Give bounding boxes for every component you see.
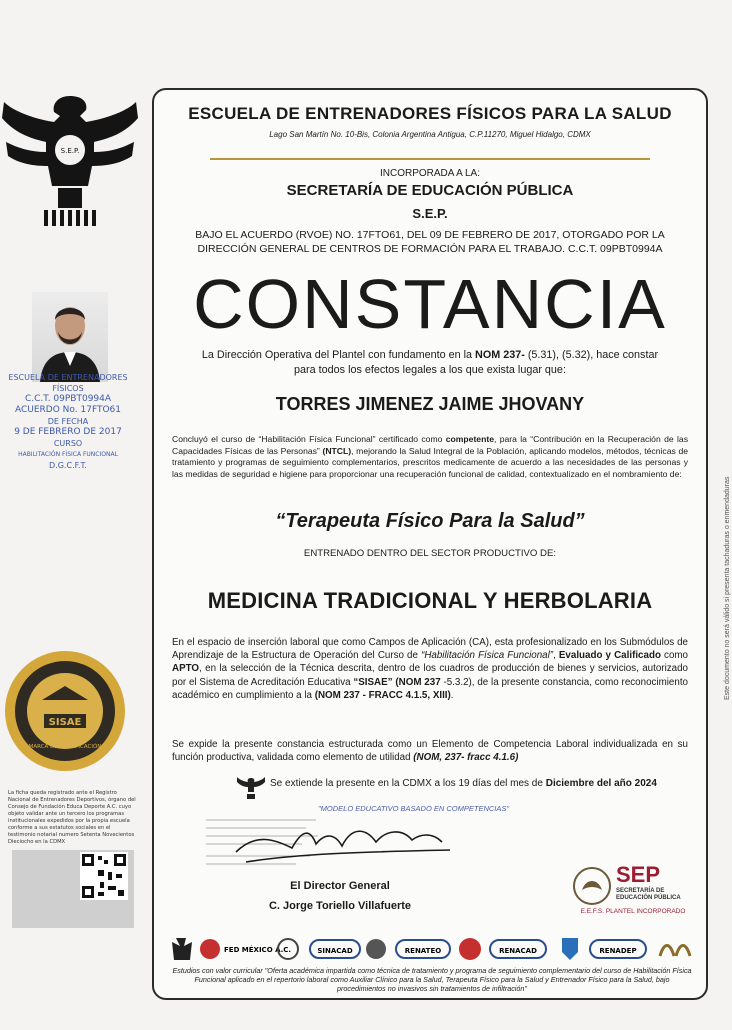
circle-logo-icon [366, 939, 386, 959]
stamp-line: D.G.C.F.T. [49, 461, 87, 470]
sep-caption: E.E.F.S. PLANTEL INCORPORADO [580, 908, 686, 915]
issuance-paragraph: Se expide la presente constancia estructurada como un Elemento de Competencia Laboral individualizada en su función productiva, validada como elemento de utilidad (NOM, 237- fracc 4.1.6) [172, 739, 688, 764]
agreement-text [152, 228, 708, 256]
sector-title: MEDICINA TRADICIONAL Y HERBOLARIA [207, 588, 653, 613]
school-address: Lago San Martín No. 10-Bis, Colonia Argentina Antigua, C.P.11270, Miguel Hidalgo, CDMX [269, 130, 591, 139]
role-title: “Terapeuta Físico Para la Salud” [275, 510, 585, 532]
seal-ring-text: MARCA DE CERTIFICACIÓN [28, 744, 102, 750]
sisae-seal-icon [2, 648, 128, 774]
qr-code-icon[interactable] [80, 852, 128, 900]
sep-subtitle: SECRETARÍA DE EDUCACIÓN PÚBLICA [616, 888, 681, 901]
issue-date: Se extiende la presente en la CDMX a los 19 días del mes de Diciembre del año 2024 [270, 778, 657, 789]
sep-abbreviation: S.E.P. [412, 206, 448, 221]
side-note [712, 380, 731, 700]
incorporation-label: INCORPORADA A LA: [379, 168, 481, 179]
eagle-label: S.E.P. [60, 147, 80, 155]
footer-text: Estudios con valor curricular "Oferta académica impartida como técnica de tratamiento y programa de seguimiento complementario del curso de Habilitación Física Funcional aplicado en el repertorio laboral como Auxiliar Clínico para la Salud, Terapeuta Físico para la Salud y Entrenador Físico para la Salud, bajo procedimientos no invasivos sin tratamientos de infiltración" [172, 966, 692, 993]
sep-logo [572, 862, 694, 918]
side-note-text: Este documento no será válido si presenta tachaduras o enmendaduras [724, 476, 731, 700]
partner-label: RENACAD [499, 947, 537, 955]
application-paragraph: En el espacio de inserción laboral que como Campos de Aplicación (CA), esta profesionalizado en los Submódulos de Aprendizaje de la Estructura de Operación del Curso de “Habilitación Física Funcional”, Evaluado y Calificado como APTO, en la selección de la Técnica descrita, dentro de los cuadros de producción de bienes y servicios, autorizado por el Sistema de Acreditación Educativa “SISAE” (NOM 237 -5.3.2), de la presente constancia, como reconocimiento académico en cumplimiento a la (NOM 237 - FRACC 4.1.5, XIII). [172, 637, 688, 701]
eagle-emblem-icon [0, 88, 140, 228]
signature-role: El Director General [290, 880, 390, 892]
school-name: ESCUELA DE ENTRENADORES FÍSICOS PARA LA SALUD [188, 104, 672, 123]
stamp-line: 9 DE FEBRERO DE 2017 [14, 427, 122, 437]
recipient-name: TORRES JIMENEZ JAIME JHOVANY [275, 394, 585, 414]
official-stamp [8, 372, 128, 492]
course-paragraph: Concluyó el curso de “Habilitación Física Funcional” certificado como competente, para la “Contribución en la Recuperación de las Capacidades Físicas de las Personas” (NTCL), mejorando la Salud Integral de la Población, aplicando modelos, métodos, técnicas de tratamiento y programas de seguimiento complementarios, prescritos medicamente de acuerdo a las necesidades de las personas y las medidas de seguridad e higiene para proporcionar una recuperación funcional de calidad, contextualizado en el nombramiento de: [172, 434, 689, 479]
eagle-logo-icon [172, 938, 192, 960]
secretaria-title: SECRETARÍA DE EDUCACIÓN PÚBLICA [286, 182, 574, 199]
trained-label: ENTRENADO DENTRO DEL SECTOR PRODUCTIVO DE: [303, 548, 557, 559]
partner-label: RENATEO [404, 947, 442, 955]
partner-logos [170, 934, 698, 964]
stamp-line: ESCUELA DE ENTRENADORES [8, 373, 128, 382]
gold-divider [210, 158, 650, 160]
model-tagline: "MODELO EDUCATIVO BASADO EN COMPETENCIAS" [318, 804, 510, 813]
stamp-line: ACUERDO No. 17FTO61 [15, 405, 121, 415]
seal-text: SISAE [48, 717, 82, 728]
stamp-line: FÍSICOS [52, 384, 84, 393]
gold-logo-icon [660, 946, 690, 957]
stamp-line: HABILITACIÓN FÍSICA FUNCIONAL [18, 451, 118, 458]
agreement-line: DIRECCIÓN GENERAL DE CENTROS DE FORMACIÓN PARA EL TRABAJO. C.C.T. 09PBT0994A [197, 243, 663, 255]
stamp-line: C.C.T. 09PBT0994A [24, 394, 112, 404]
signature-name: C. Jorge Toriello Villafuerte [268, 900, 412, 912]
mexico-shield-icon [572, 866, 612, 906]
document-title: CONSTANCIA [193, 265, 667, 343]
stamp-line: CURSO [53, 439, 83, 448]
shield-logo-icon [562, 938, 578, 960]
partner-label: SINACAD [317, 947, 353, 955]
fed-logo-icon [200, 939, 220, 959]
registry-note: La ficha queda registrado ante el Registro Nacional de Entrenadores Deportivos, órgano del Consejo de Fundación Educa Deporte A.C. cuyo objeto validar ante un tercero los programas institucionales expedidos por la propia escuela conforme a sus estatutos sociales en el testimonio notarial numero Setenta Novecientos Dieciocho en la CDMX [8, 790, 136, 845]
stamp-line: DE FECHA [47, 417, 89, 426]
partner-label: FED MÉXICO A.C. [224, 946, 292, 954]
signature-icon [206, 812, 456, 878]
recipient-photo [32, 292, 108, 382]
red-seal-logo-icon [459, 938, 481, 960]
sep-abbr: SEP [616, 862, 661, 887]
agreement-line: BAJO EL ACUERDO (RVOE) NO. 17FTO61, DEL 09 DE FEBRERO DE 2017, OTORGADO POR LA [195, 229, 665, 241]
small-eagle-icon [236, 776, 266, 800]
intro-text: La Dirección Operativa del Plantel con fundamento en la NOM 237- (5.31), (5.32), hace constar para todos los efectos legales a los que exista lugar que: [201, 349, 659, 376]
partner-label: RENADEP [599, 947, 637, 955]
